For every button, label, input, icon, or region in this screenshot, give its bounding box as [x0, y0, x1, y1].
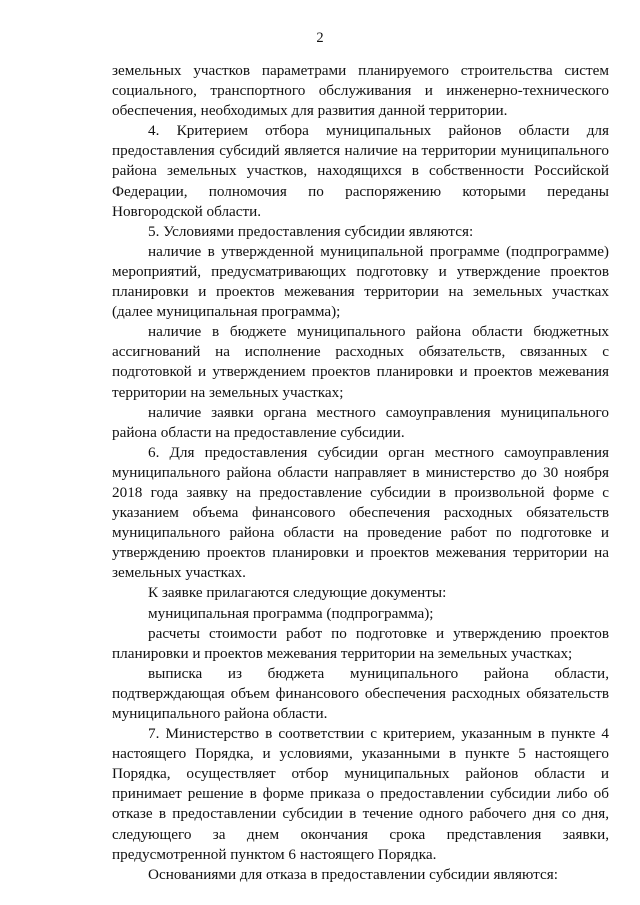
paragraph-condition-2: наличие в бюджете муниципального района области бюджетных ассигнований на исполнение расходных обязательств, связанных с подготовкой и утверждением проектов планировки и проектов межевания территории на земельных участках;: [112, 323, 609, 401]
paragraph-item-6: 6. Для предоставления субсидии орган местного самоуправления муниципального района области направляет в министерство до 30 ноября 2018 года заявку на предоставление субсидии в произвольной форме с указанием объема финансового обеспечения расходных обязательств муниципального района области на проведение работ по подготовке и утверждению проектов планировки и проектов межевания территории на земельных участках.: [112, 443, 609, 582]
paragraph-condition-3: наличие заявки органа местного самоуправления муниципального района области на предоставление субсидии.: [112, 403, 609, 441]
paragraph-attachment-1: муниципальная программа (подпрограмма);: [148, 604, 434, 622]
paragraph-continuation: земельных участков параметрами планируемого строительства систем социального, транспортного обслуживания и инженерно-технического обеспечения, необходимых для развития данной территории.: [112, 62, 609, 120]
paragraph-attachments-intro: К заявке прилагаются следующие документы:: [148, 584, 447, 602]
paragraph-condition-1: наличие в утвержденной муниципальной программе (подпрограмме) мероприятий, предусматривающих подготовку и утверждение проектов планировки и проектов межевания территории на земельных участках (далее муниципальная программа);: [112, 242, 609, 321]
paragraph-attachment-3: выписка из бюджета муниципального района области, подтверждающая объем финансового обеспечения расходных обязательств муниципального района области.: [112, 664, 609, 722]
paragraph-item-5: 5. Условиями предоставления субсидии являются:: [148, 222, 474, 240]
paragraph-attachment-2: расчеты стоимости работ по подготовке и утверждению проектов планировки и проектов межевания территории на земельных участках;: [112, 624, 609, 662]
paragraph-item-4: 4. Критерием отбора муниципальных районов области для предоставления субсидий является наличие на территории муниципального района земельных участков, находящихся в собственности Российской Федерации, полномочия по распоряжению которыми переданы Новгородской области.: [112, 122, 609, 220]
paragraph-item-7: 7. Министерство в соответствии с критерием, указанным в пункте 4 настоящего Порядка, и условиями, указанными в пункте 5 настоящего Порядка, осуществляет отбор муниципальных районов области и принимает решение в форме приказа о предоставлении субсидии либо об отказе в предоставлении субсидии в течение одного рабочего дня со дня, следующего за днем окончания срока представления заявки, предусмотренной пунктом 6 настоящего Порядка.: [112, 725, 609, 863]
page-number: 2: [316, 30, 324, 46]
document-body: [112, 61, 609, 885]
paragraph-refusal-grounds: Основаниями для отказа в предоставлении субсидии являются:: [148, 865, 558, 883]
